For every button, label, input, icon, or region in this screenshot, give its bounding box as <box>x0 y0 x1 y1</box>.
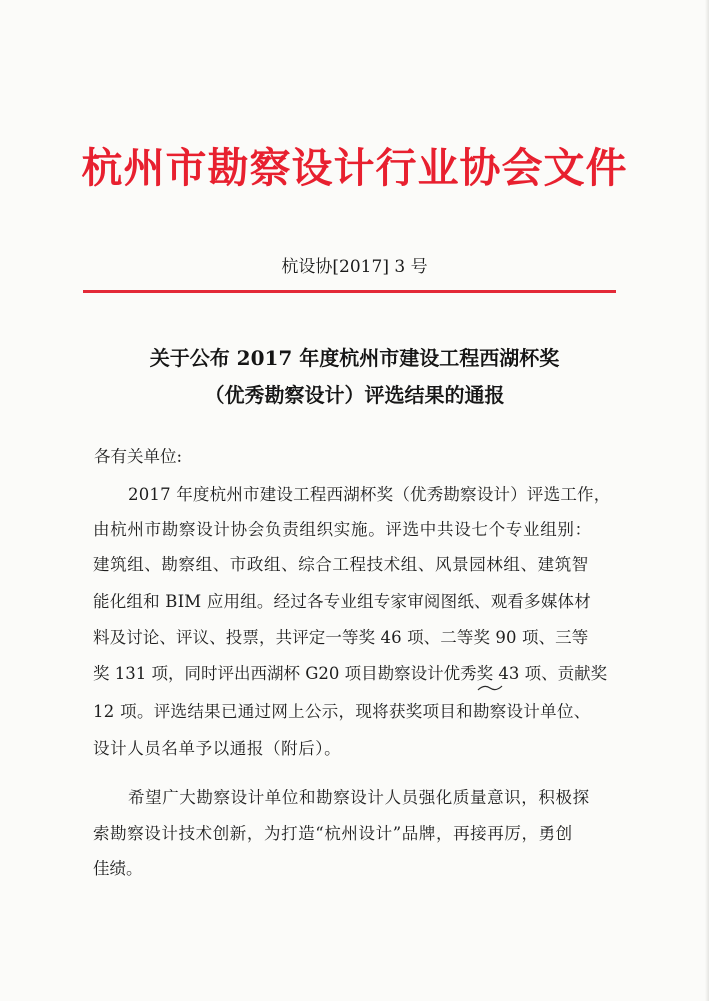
notice-title-line-1: 关于公布 2017 年度杭州市建设工程西湖杯奖 <box>149 346 560 370</box>
red-divider-line <box>83 290 616 293</box>
paragraph-2-line: 希望广大勘察设计单位和勘察设计人员强化质量意识，积极探 <box>128 788 590 807</box>
notice-title-line-2: （优秀勘察设计）评选结果的通报 <box>204 383 505 407</box>
paragraph-1-line: 料及讨论、评议、投票，共评定一等奖 46 项、二等奖 90 项、三等 <box>93 628 589 647</box>
paragraph-1-line: 奖 131 项，同时评出西湖杯 G20 项目勘察设计优秀奖 43 项、贡献奖 <box>93 664 608 683</box>
scan-edge-shadow <box>705 0 709 1001</box>
issuer-header-title: 杭州市勘察设计行业协会文件 <box>81 144 628 192</box>
paragraph-1-line: 12 项。评选结果已通过网上公示，现将获奖项目和勘察设计单位、 <box>93 702 591 721</box>
paragraph-1-line: 2017 年度杭州市建设工程西湖杯奖（优秀勘察设计）评选工作， <box>128 485 611 504</box>
document-number: 杭设协[2017] 3 号 <box>281 257 428 277</box>
paragraph-1-line: 由杭州市勘察设计协会负责组织实施。评选中共设七个专业组别： <box>93 520 592 539</box>
paragraph-1-line: 建筑组、勘察组、市政组、综合工程技术组、风景园林组、建筑智 <box>93 555 589 574</box>
paragraph-2-line: 索勘察设计技术创新，为打造“杭州设计”品牌，再接再厉，勇创 <box>93 824 573 843</box>
paragraph-2-line: 佳绩。 <box>93 859 143 878</box>
salutation: 各有关单位: <box>94 447 183 466</box>
paragraph-1-line: 能化组和 BIM 应用组。经过各专业组专家审阅图纸、观看多媒体材 <box>93 592 591 611</box>
handwritten-correction-mark <box>477 684 503 692</box>
paragraph-1-line: 设计人员名单予以通报（附后）。 <box>93 739 342 758</box>
